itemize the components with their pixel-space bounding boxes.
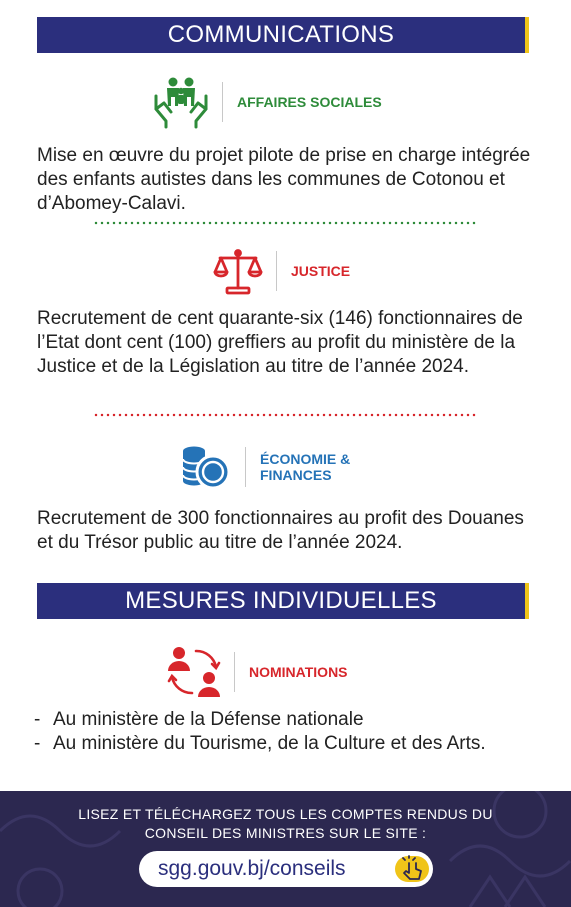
category-label: NOMINATIONS [249, 664, 348, 680]
category-label: AFFAIRES SOCIALES [237, 94, 382, 110]
footer-line-1: LISEZ ET TÉLÉCHARGEZ TOUS LES COMPTES RENDUS DU [78, 806, 493, 822]
category-divider [222, 82, 223, 122]
coins-icon [179, 441, 233, 493]
category-label: JUSTICE [291, 263, 351, 279]
section-banner-mesures-individuelles: MESURES INDIVIDUELLES [37, 583, 525, 619]
footer-line-2: CONSEIL DES MINISTRES SUR LE SITE : [144, 825, 427, 841]
footer-panel [0, 791, 571, 907]
list-item: - Au ministère de la Défense nationale [34, 708, 524, 732]
website-link[interactable]: sgg.gouv.bj/conseils [158, 857, 346, 880]
category-justice [212, 246, 350, 296]
affaires-sociales-text: Mise en œuvre du projet pilote de prise en charge intégrée des enfants autistes dans les communes de Cotonou et d’Abomey-Calavi. [37, 145, 531, 214]
scales-icon [212, 246, 264, 296]
footer-message [0, 805, 571, 843]
category-affaires-sociales [152, 74, 382, 130]
list-item: - Au ministère du Tourisme, de la Culture et des Arts. [34, 732, 524, 756]
category-nominations [166, 645, 348, 699]
people-exchange-icon [166, 645, 222, 699]
category-divider [276, 251, 277, 291]
category-divider [245, 447, 246, 487]
category-label: ÉCONOMIE & FINANCES [260, 451, 351, 483]
category-divider [234, 652, 235, 692]
dotted-divider [93, 221, 478, 225]
click-hand-icon [392, 853, 432, 890]
section-banner-communications: COMMUNICATIONS [37, 17, 525, 53]
nominations-list [34, 708, 524, 756]
family-hands-icon [152, 74, 210, 130]
dotted-divider [93, 413, 478, 417]
category-economie-finances [179, 441, 370, 493]
justice-text: Recrutement de cent quarante-six (146) fonctionnaires de l’Etat dont cent (100) greffiers au profit du ministère de la Justice et de la Législation au titre de l’année 2024. [37, 308, 523, 377]
economie-finances-text: Recrutement de 300 fonctionnaires au profit des Douanes et du Trésor public au titre de l’année 2024. [37, 508, 524, 553]
